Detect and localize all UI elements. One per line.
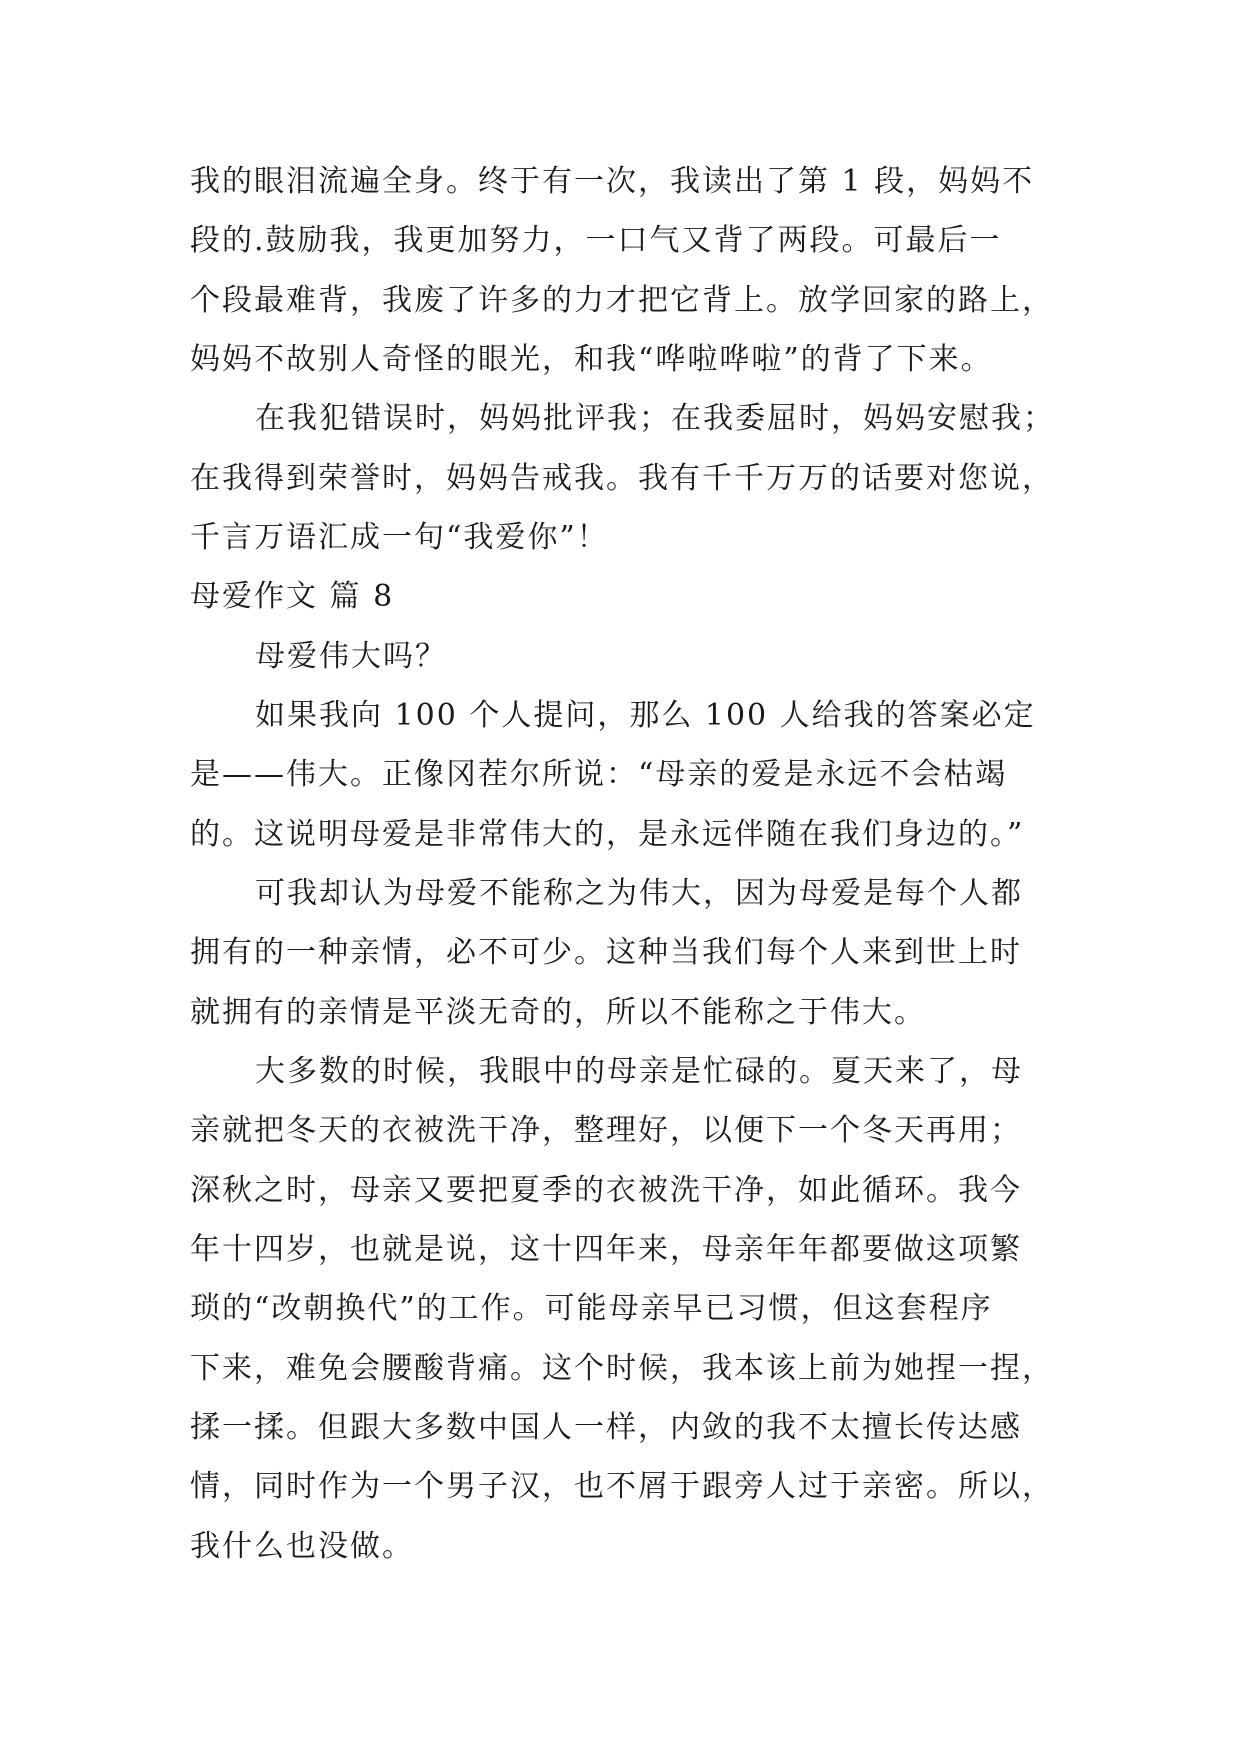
text-line: 段的.鼓励我，我更加努力，一口气又背了两段。可最后一 — [190, 223, 1002, 258]
text-line: 大多数的时候，我眼中的母亲是忙碌的。夏天来了，母 — [255, 1054, 1023, 1089]
text-line: 琐的“改朝换代”的工作。可能母亲早已习惯，但这套程序 — [190, 1291, 993, 1326]
text-line: 我什么也没做。 — [190, 1529, 414, 1564]
text-line: 是——伟大。正像冈茬尔所说：“母亲的爱是永远不会枯竭 — [190, 757, 1008, 792]
text-line: 的。这说明母爱是非常伟大的，是永远伴随在我们身边的。” — [190, 817, 1025, 852]
text-line: 如果我向 100 个人提问，那么 100 人给我的答案必定 — [255, 698, 1036, 733]
text-line: 千言万语汇成一句“我爱你”！ — [190, 520, 609, 555]
text-line: 深秋之时，母亲又要把夏季的衣被洗干净，如此循环。我今 — [190, 1173, 1022, 1208]
text-line: 就拥有的亲情是平淡无奇的，所以不能称之于伟大。 — [190, 995, 926, 1030]
text-line: 在我得到荣誉时，妈妈告戒我。我有千千万万的话要对您说， — [190, 461, 1054, 496]
text-line: 妈妈不故别人奇怪的眼光，和我“哗啦哗啦”的背了下来。 — [190, 342, 993, 377]
text-line: 母爱伟大吗？ — [255, 639, 447, 674]
text-line: 下来，难免会腰酸背痛。这个时候，我本该上前为她捏一捏， — [190, 1351, 1054, 1386]
section-heading: 母爱作文 篇 8 — [190, 579, 395, 614]
text-line: 年十四岁，也就是说，这十四年来，母亲年年都要做这项繁 — [190, 1232, 1022, 1267]
text-line: 个段最难背，我废了许多的力才把它背上。放学回家的路上， — [190, 283, 1054, 318]
text-line: 情，同时作为一个男子汉，也不屑于跟旁人过于亲密。所以， — [190, 1469, 1054, 1504]
text-line: 可我却认为母爱不能称之为伟大，因为母爱是每个人都 — [255, 876, 1023, 911]
text-line: 揉一揉。但跟大多数中国人一样，内敛的我不太擅长传达感 — [190, 1410, 1022, 1445]
text-line: 拥有的一种亲情，必不可少。这种当我们每个人来到世上时 — [190, 935, 1022, 970]
text-line: 我的眼泪流遍全身。终于有一次，我读出了第 1 段，妈妈不 — [190, 164, 1035, 199]
text-line: 亲就把冬天的衣被洗干净，整理好，以便下一个冬天再用； — [190, 1113, 1022, 1148]
text-line: 在我犯错误时，妈妈批评我；在我委屈时，妈妈安慰我； — [255, 401, 1055, 436]
